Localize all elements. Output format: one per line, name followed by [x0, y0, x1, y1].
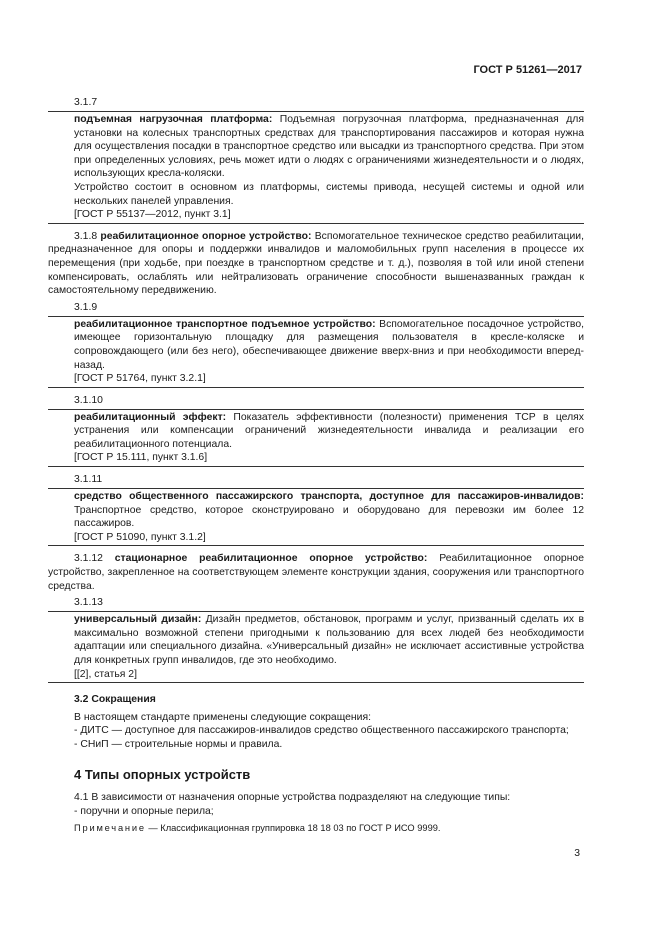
doc-code-header: ГОСТ Р 51261—2017: [473, 64, 582, 76]
item-number-3-1-8: 3.1.8: [74, 230, 98, 242]
definition-text: [48, 552, 584, 593]
abbrev-item-snip: - СНиП — строительные нормы и правила.: [74, 738, 283, 750]
term: средство общественного пассажирского транспорта, доступное для пассажиров-инвалидов:: [74, 491, 584, 503]
definition-box-3-1-9: [48, 316, 584, 388]
item-number-3-1-9: 3.1.9: [74, 301, 98, 313]
definition-text: [74, 411, 584, 452]
item-number-3-1-11: 3.1.11: [74, 474, 103, 486]
reference: [ГОСТ Р 51090, пункт 3.1.2]: [74, 531, 206, 543]
item-number-3-1-7: 3.1.7: [74, 97, 98, 108]
definition-3-1-12: [48, 552, 584, 593]
definition: Вспомогательное техническое средство реабилитации, предназначенное для опоры и поддержки инвалидов и маломобильных групп населения в процессе их перемещения (при ходьбе, при поездке в транспортном средстве и т. д.), позволяя в той или иной степени компенсировать, ослаблять или нейтрализовать ограничение способности вышеназванных граждан к самостоятельному передвижению.: [48, 230, 584, 297]
term: универсальный дизайн:: [74, 614, 202, 626]
term: подъемная нагрузочная платформа:: [74, 114, 273, 125]
abbrev-item-ditc: - ДИТС — доступное для пассажиров-инвалидов средство общественного пассажирского транспорта;: [74, 725, 569, 737]
page-number: 3: [574, 848, 580, 859]
note-text: — Классификационная группировка 18 18 03 по ГОСТ Р ИСО 9999.: [145, 823, 441, 834]
reference: [ГОСТ Р 55137—2012, пункт 3.1]: [74, 209, 231, 221]
definition-extra: Устройство состоит в основном из платформы, системы привода, несущей системы и одной или нескольких панелей управления.: [74, 181, 584, 207]
definition: Дизайн предметов, обстановок, программ и услуг, призванный сделать их в максимально возможной степени пригодными к пользованию для всех людей без необходимости адаптации или специального дизайна. «Универсальный дизайн» не исключает ассистивные устройства для конкретных групп инвалидов, где это необходимо.: [74, 614, 584, 666]
content: [48, 96, 584, 836]
definition: Реабилитационное опорное устройство, закрепленное на соответствующем элементе конструкции здания, сооружения или транспортного средства.: [48, 553, 584, 592]
definition-box-3-1-11: [48, 488, 584, 546]
item-number-3-1-10: 3.1.10: [74, 394, 103, 406]
reference: [ГОСТ Р 15.111, пункт 3.1.6]: [74, 452, 208, 464]
definition-text: [74, 490, 584, 531]
definition-text: [74, 318, 584, 372]
definition-box-3-1-7: [48, 111, 584, 224]
definition: Показатель эффективности (полезности) применения ТСР в целях устранения или компенсации ограничений жизнедеятельности инвалида и реализации его реабилитационного потенциала.: [74, 411, 585, 450]
term: реабилитационное опорное устройство:: [100, 230, 312, 242]
definition: Подъемная погрузочная платформа, предназначенная для установки на колесных транспортных средствах для транспортирования пассажиров и которая нужна для осуществления посадки в транспортное средство или высадки из транспортного средства. При этом при определенных условиях, речь может идти о людях с ограничениями жизнедеятельности и о людях, использующих кресла-коляски.: [74, 114, 584, 180]
note-label: Примечание: [74, 823, 146, 834]
term: реабилитационное транспортное подъемное устройство:: [74, 318, 376, 330]
type-item-handrails: - поручни и опорные перила;: [74, 805, 214, 817]
definition-box-3-1-10: [48, 409, 584, 467]
reference: [ГОСТ Р 51764, пункт 3.2.1]: [74, 373, 206, 385]
definition: Транспортное средство, которое сконструировано и оборудовано для перевозки им более 12 пассажиров.: [74, 504, 584, 530]
definition-box-3-1-13: [48, 611, 584, 683]
definition-text: [48, 230, 584, 298]
definition-text: [74, 613, 584, 667]
definition: Вспомогательное посадочное устройство, имеющее горизонтальную площадку для размещения пользователя в кресле-коляске и сопровождающего (или без него), обеспечивающее движение вверх-вниз и при необходимости вперед-назад.: [74, 318, 584, 371]
section-3-2-intro: В настоящем стандарте применены следующие сокращения:: [74, 711, 371, 723]
item-number-3-1-13: 3.1.13: [74, 597, 103, 609]
section-4-heading: 4 Типы опорных устройств: [74, 766, 251, 782]
reference: [[2], статья 2]: [74, 668, 137, 680]
definition-text: [74, 113, 584, 181]
note: [74, 822, 584, 836]
item-number-3-1-12: 3.1.12: [74, 553, 103, 565]
section-3-2-heading: 3.2 Сокращения: [74, 694, 156, 706]
definition-3-1-8: [48, 230, 584, 298]
term: стационарное реабилитационное опорное устройство:: [114, 553, 428, 565]
section-4-1-text: 4.1 В зависимости от назначения опорные устройства подразделяют на следующие типы:: [74, 792, 511, 804]
term: реабилитационный эффект:: [74, 411, 227, 423]
